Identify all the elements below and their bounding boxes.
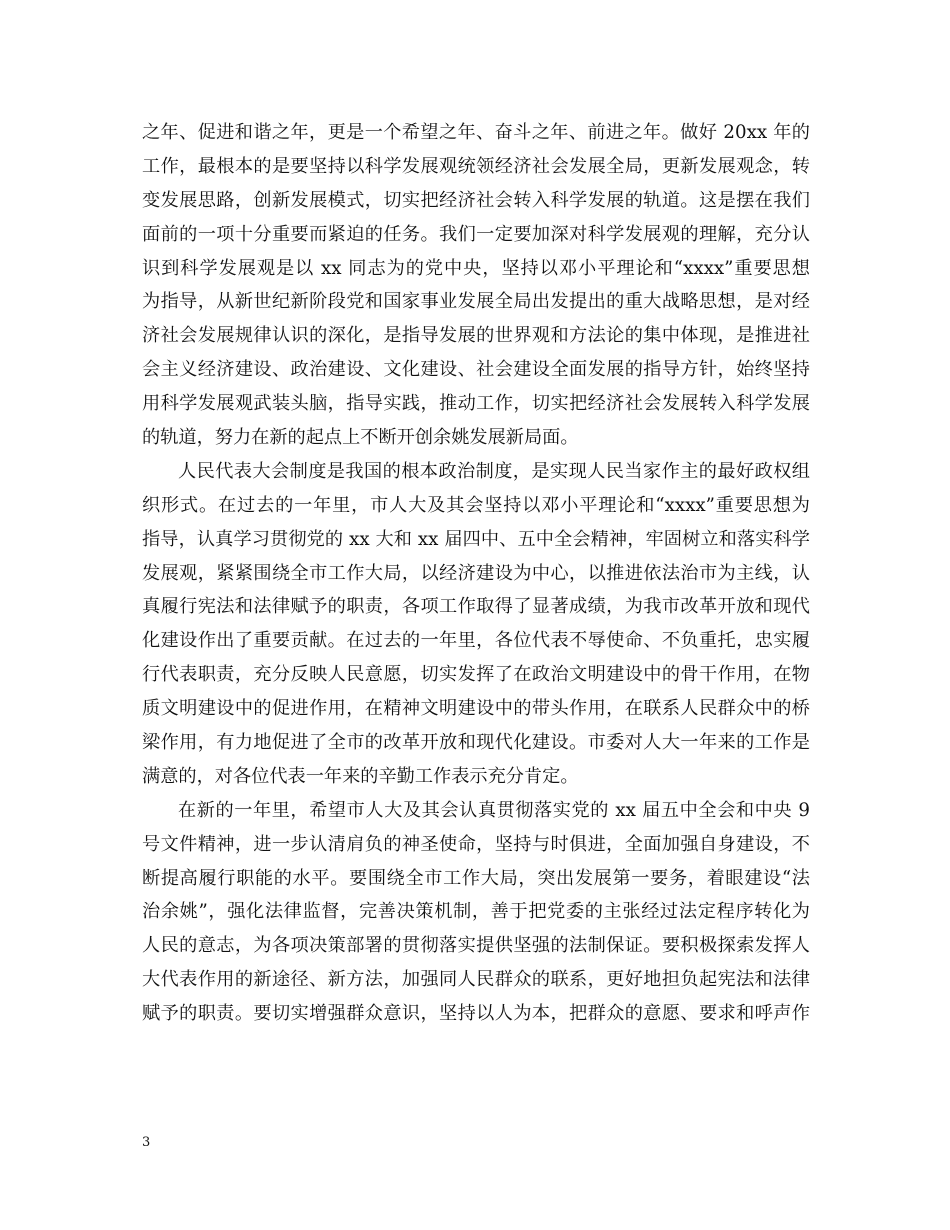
text-line: 为指导，从新世纪新阶段党和国家事业发展全局出发提出的重大战略思想，是对经 (142, 291, 810, 313)
text-line: 会主义经济建设、政治建设、文化建设、社会建设全面发展的指导方针，始终坚持 (142, 359, 810, 381)
text-line: 面前的一项十分重要而紧迫的任务。我们一定要加深对科学发展观的理解，充分认 (142, 223, 810, 245)
text-line: 大代表作用的新途径、新方法，加强同人民群众的联系，更好地担负起宪法和法律 (142, 969, 810, 991)
paragraph-start-line: 在新的一年里，希望市人大及其会认真贯彻落实党的 xx 届五中全会和中央 9 (178, 799, 810, 821)
text-line: 发展观，紧紧围绕全市工作大局，以经济建设为中心，以推进依法治市为主线，认 (142, 562, 810, 584)
text-line: 人民的意志，为各项决策部署的贯彻落实提供坚强的法制保证。要积极探索发挥人 (142, 935, 810, 957)
text-line: 用科学发展观武装头脑，指导实践，推动工作，切实把经济社会发展转入科学发展 (142, 393, 810, 415)
text-line: 指导，认真学习贯彻党的 xx 大和 xx 届四中、五中全会精神，牢固树立和落实科学 (142, 528, 810, 550)
text-line: 的轨道，努力在新的起点上不断开创余姚发展新局面。 (142, 427, 579, 449)
text-line: 行代表职责，充分反映人民意愿，切实发挥了在政治文明建设中的骨干作用，在物 (142, 664, 810, 686)
paragraph-start-line: 人民代表大会制度是我国的根本政治制度，是实现人民当家作主的最好政权组 (178, 460, 810, 482)
text-line: 织形式。在过去的一年里，市人大及其会坚持以邓小平理论和“xxxx”重要思想为 (142, 494, 810, 516)
text-line: 满意的，对各位代表一年来的辛勤工作表示充分肯定。 (142, 765, 579, 787)
text-line: 号文件精神，进一步认清肩负的神圣使命，坚持与时俱进，全面加强自身建设，不 (142, 833, 810, 855)
text-line: 治余姚”，强化法律监督，完善决策机制，善于把党委的主张经过法定程序转化为 (142, 901, 810, 923)
body-text (142, 116, 810, 1031)
text-line: 济社会发展规律认识的深化，是指导发展的世界观和方法论的集中体现，是推进社 (142, 325, 810, 347)
text-line: 工作，最根本的是要坚持以科学发展观统领经济社会发展全局，更新发展观念，转 (142, 155, 810, 177)
text-line: 断提高履行职能的水平。要围绕全市工作大局，突出发展第一要务，着眼建设“法 (142, 867, 810, 889)
text-line: 变发展思路，创新发展模式，切实把经济社会转入科学发展的轨道。这是摆在我们 (142, 189, 810, 211)
text-line: 化建设作出了重要贡献。在过去的一年里，各位代表不辱使命、不负重托，忠实履 (142, 630, 810, 652)
text-line: 质文明建设中的促进作用，在精神文明建设中的带头作用，在联系人民群众中的桥 (142, 698, 810, 720)
text-line: 赋予的职责。要切实增强群众意识，坚持以人为本，把群众的意愿、要求和呼声作 (142, 1003, 810, 1025)
text-line: 之年、促进和谐之年，更是一个希望之年、奋斗之年、前进之年。做好 20xx 年的 (142, 122, 810, 143)
text-line: 梁作用，有力地促进了全市的改革开放和现代化建设。市委对人大一年来的工作是 (142, 732, 810, 754)
text-line: 识到科学发展观是以 xx 同志为的党中央，坚持以邓小平理论和“xxxx”重要思想 (142, 257, 810, 279)
text-line: 真履行宪法和法律赋予的职责，各项工作取得了显著成绩，为我市改革开放和现代 (142, 596, 810, 618)
page-number: 3 (142, 1135, 151, 1150)
